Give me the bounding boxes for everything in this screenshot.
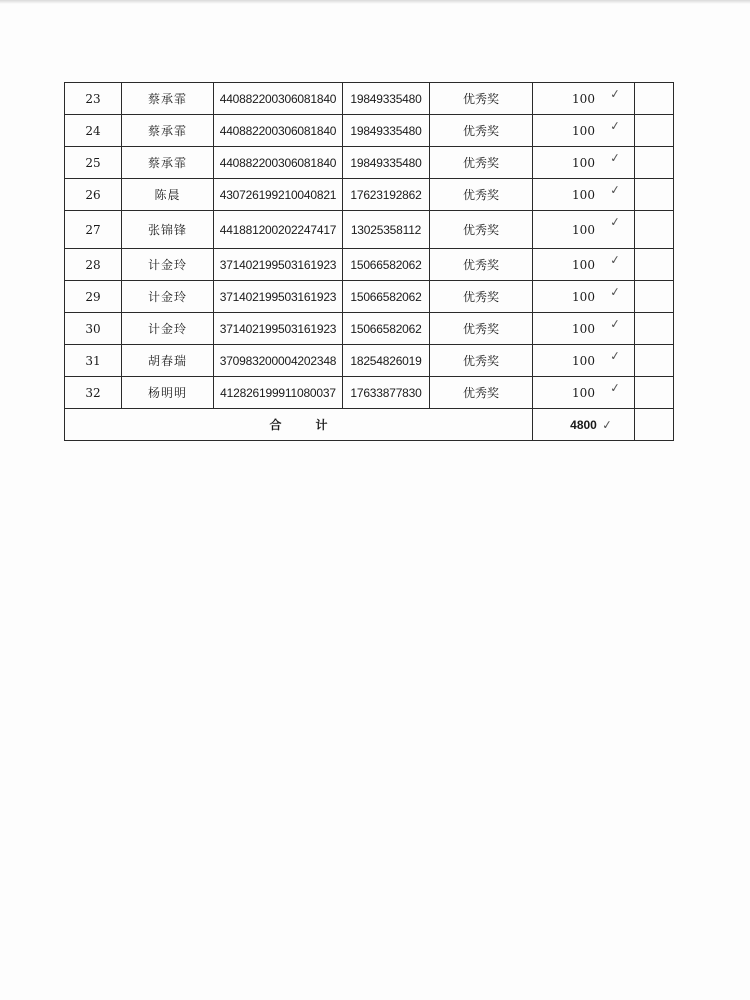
total-amount-cell (533, 409, 635, 441)
table-row (65, 179, 674, 211)
recipient-name: 胡春瑞 (122, 345, 214, 377)
amount: 100 (572, 257, 595, 272)
award-type: 优秀奖 (430, 345, 533, 377)
row-number: 27 (65, 211, 122, 249)
amount-cell (533, 83, 635, 115)
row-number: 31 (65, 345, 122, 377)
handwritten-check-icon: ✓ (609, 380, 621, 396)
award-type: 优秀奖 (430, 211, 533, 249)
row-number: 30 (65, 313, 122, 345)
handwritten-check-icon: ✓ (601, 417, 613, 433)
blank-cell (635, 249, 674, 281)
total-row (65, 409, 674, 441)
id-number: 441881200202247417 (214, 211, 343, 249)
award-table-body (65, 83, 674, 409)
table-row (65, 115, 674, 147)
handwritten-check-icon: ✓ (609, 182, 621, 198)
recipient-name: 计金玲 (122, 281, 214, 313)
blank-cell (635, 179, 674, 211)
table-row (65, 147, 674, 179)
table-row (65, 377, 674, 409)
award-table (64, 82, 674, 441)
id-number: 440882200306081840 (214, 115, 343, 147)
scan-top-edge (0, 0, 750, 4)
recipient-name: 计金玲 (122, 313, 214, 345)
id-number: 371402199503161923 (214, 313, 343, 345)
handwritten-check-icon: ✓ (609, 118, 621, 134)
blank-cell (635, 211, 674, 249)
amount-cell (533, 313, 635, 345)
recipient-name: 杨明明 (122, 377, 214, 409)
handwritten-check-icon: ✓ (609, 316, 621, 332)
handwritten-check-icon: ✓ (609, 284, 621, 300)
amount-cell (533, 179, 635, 211)
recipient-name: 蔡承霏 (122, 115, 214, 147)
row-number: 32 (65, 377, 122, 409)
blank-cell (635, 83, 674, 115)
recipient-name: 计金玲 (122, 249, 214, 281)
row-number: 28 (65, 249, 122, 281)
blank-cell (635, 377, 674, 409)
amount-cell (533, 345, 635, 377)
amount-cell (533, 147, 635, 179)
award-type: 优秀奖 (430, 377, 533, 409)
handwritten-check-icon: ✓ (609, 252, 621, 268)
id-number: 430726199210040821 (214, 179, 343, 211)
amount: 100 (572, 155, 595, 170)
total-blank-cell (635, 409, 674, 441)
id-number: 440882200306081840 (214, 83, 343, 115)
blank-cell (635, 147, 674, 179)
phone-number: 17623192862 (343, 179, 430, 211)
recipient-name: 陈晨 (122, 179, 214, 211)
table-row (65, 83, 674, 115)
table-row (65, 211, 674, 249)
row-number: 26 (65, 179, 122, 211)
amount: 100 (572, 123, 595, 138)
award-type: 优秀奖 (430, 281, 533, 313)
award-type: 优秀奖 (430, 313, 533, 345)
amount: 100 (572, 385, 595, 400)
phone-number: 19849335480 (343, 83, 430, 115)
row-number: 25 (65, 147, 122, 179)
award-type: 优秀奖 (430, 83, 533, 115)
phone-number: 13025358112 (343, 211, 430, 249)
row-number: 24 (65, 115, 122, 147)
amount: 100 (572, 222, 595, 237)
phone-number: 18254826019 (343, 345, 430, 377)
amount-cell (533, 377, 635, 409)
award-type: 优秀奖 (430, 147, 533, 179)
recipient-name: 蔡承霏 (122, 83, 214, 115)
award-type: 优秀奖 (430, 249, 533, 281)
handwritten-check-icon: ✓ (609, 86, 621, 102)
amount-cell (533, 115, 635, 147)
row-number: 29 (65, 281, 122, 313)
table-row (65, 313, 674, 345)
blank-cell (635, 281, 674, 313)
amount: 100 (572, 289, 595, 304)
id-number: 370983200004202348 (214, 345, 343, 377)
table-row (65, 249, 674, 281)
handwritten-check-icon: ✓ (609, 150, 621, 166)
recipient-name: 张锦锋 (122, 211, 214, 249)
amount: 100 (572, 187, 595, 202)
blank-cell (635, 313, 674, 345)
phone-number: 19849335480 (343, 147, 430, 179)
phone-number: 19849335480 (343, 115, 430, 147)
id-number: 412826199911080037 (214, 377, 343, 409)
amount-cell (533, 249, 635, 281)
id-number: 440882200306081840 (214, 147, 343, 179)
total-amount: 4800 (570, 417, 597, 432)
award-type: 优秀奖 (430, 115, 533, 147)
phone-number: 15066582062 (343, 313, 430, 345)
table-row (65, 345, 674, 377)
blank-cell (635, 345, 674, 377)
id-number: 371402199503161923 (214, 281, 343, 313)
table-row (65, 281, 674, 313)
phone-number: 15066582062 (343, 281, 430, 313)
amount: 100 (572, 353, 595, 368)
total-label: 合计 (65, 409, 533, 441)
amount: 100 (572, 321, 595, 336)
handwritten-check-icon: ✓ (609, 214, 621, 230)
phone-number: 17633877830 (343, 377, 430, 409)
award-type: 优秀奖 (430, 179, 533, 211)
row-number: 23 (65, 83, 122, 115)
amount-cell (533, 211, 635, 249)
amount-cell (533, 281, 635, 313)
recipient-name: 蔡承霏 (122, 147, 214, 179)
id-number: 371402199503161923 (214, 249, 343, 281)
handwritten-check-icon: ✓ (609, 348, 621, 364)
phone-number: 15066582062 (343, 249, 430, 281)
amount: 100 (572, 91, 595, 106)
blank-cell (635, 115, 674, 147)
